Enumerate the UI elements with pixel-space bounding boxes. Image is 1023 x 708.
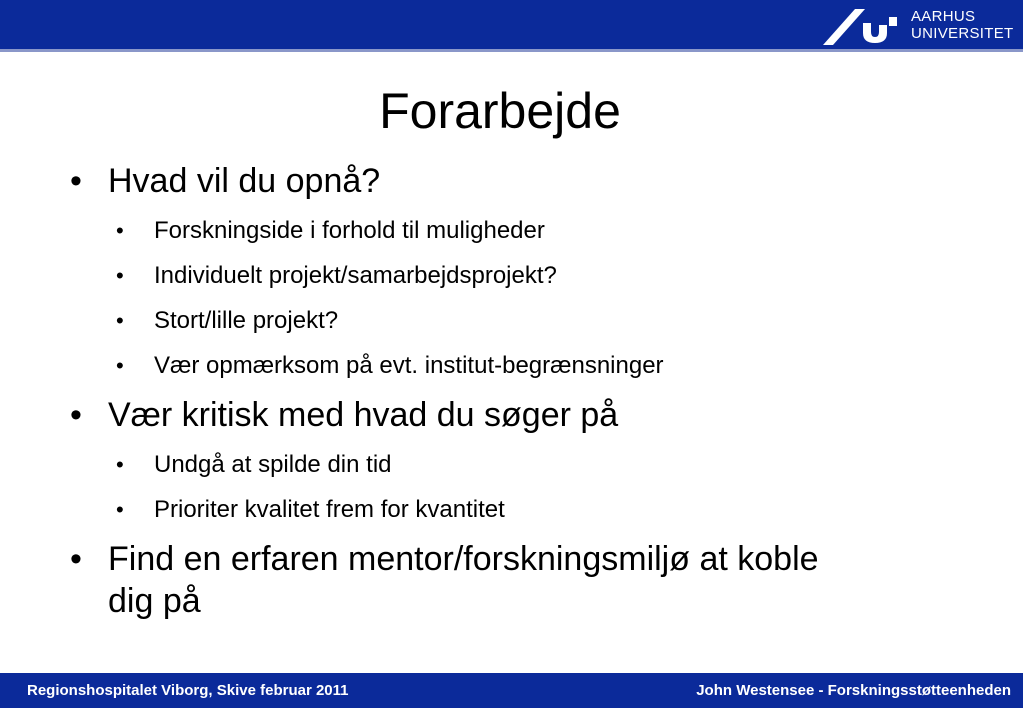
sub-bullet-item	[70, 442, 970, 487]
bullet-text-line-1: Find en erfaren mentor/forskningsmiljø at koble	[108, 540, 819, 578]
bullet-item-3	[70, 538, 970, 622]
footer-right-text: John Westensee - Forskningsstøtteenheden	[696, 682, 1011, 699]
header-divider	[0, 49, 1023, 52]
slide-title: Forarbejde	[379, 83, 621, 139]
bullet-text-line-2: dig på	[108, 582, 201, 620]
logo-line-1: AARHUS	[911, 7, 976, 25]
sub-bullet-item	[70, 298, 970, 343]
bullet-icon: •	[116, 497, 124, 522]
sub-bullet-item	[70, 343, 970, 388]
sub-bullet-item	[70, 487, 970, 532]
bullet-icon: •	[116, 218, 124, 243]
sub-bullet-text: Stort/lille projekt?	[154, 307, 339, 334]
bullet-icon: •	[70, 540, 82, 578]
university-logo	[813, 0, 1023, 49]
bullet-item-2	[70, 394, 970, 436]
sub-bullet-text: Undgå at spilde din tid	[154, 451, 392, 478]
sub-bullet-text: Forskningside i forhold til muligheder	[154, 217, 545, 244]
sub-bullet-text: Individuelt projekt/samarbejdsprojekt?	[154, 262, 557, 289]
bullet-icon: •	[116, 263, 124, 288]
bullet-icon: •	[116, 353, 124, 378]
footer-left-text: Regionshospitalet Viborg, Skive februar 2011	[27, 682, 349, 699]
footer-bar	[0, 673, 1023, 708]
bullet-list	[70, 160, 970, 622]
bullet-icon: •	[116, 452, 124, 477]
bullet-icon: •	[70, 162, 82, 200]
bullet-text: Vær kritisk med hvad du søger på	[108, 396, 619, 434]
bullet-item-1	[70, 160, 970, 202]
bullet-icon: •	[116, 308, 124, 333]
bullet-text: Hvad vil du opnå?	[108, 162, 381, 200]
sub-bullet-text: Vær opmærksom på evt. institut-begrænsninger	[154, 352, 664, 379]
logo-line-2: UNIVERSITET	[911, 24, 1014, 42]
bullet-icon: •	[70, 396, 82, 434]
logo-text	[911, 8, 1013, 42]
sub-bullet-text: Prioriter kvalitet frem for kvantitet	[154, 496, 505, 523]
header-bar	[0, 0, 1023, 49]
sub-bullet-item	[70, 208, 970, 253]
sub-bullet-item	[70, 253, 970, 298]
aarhus-logo-icon	[817, 3, 905, 47]
